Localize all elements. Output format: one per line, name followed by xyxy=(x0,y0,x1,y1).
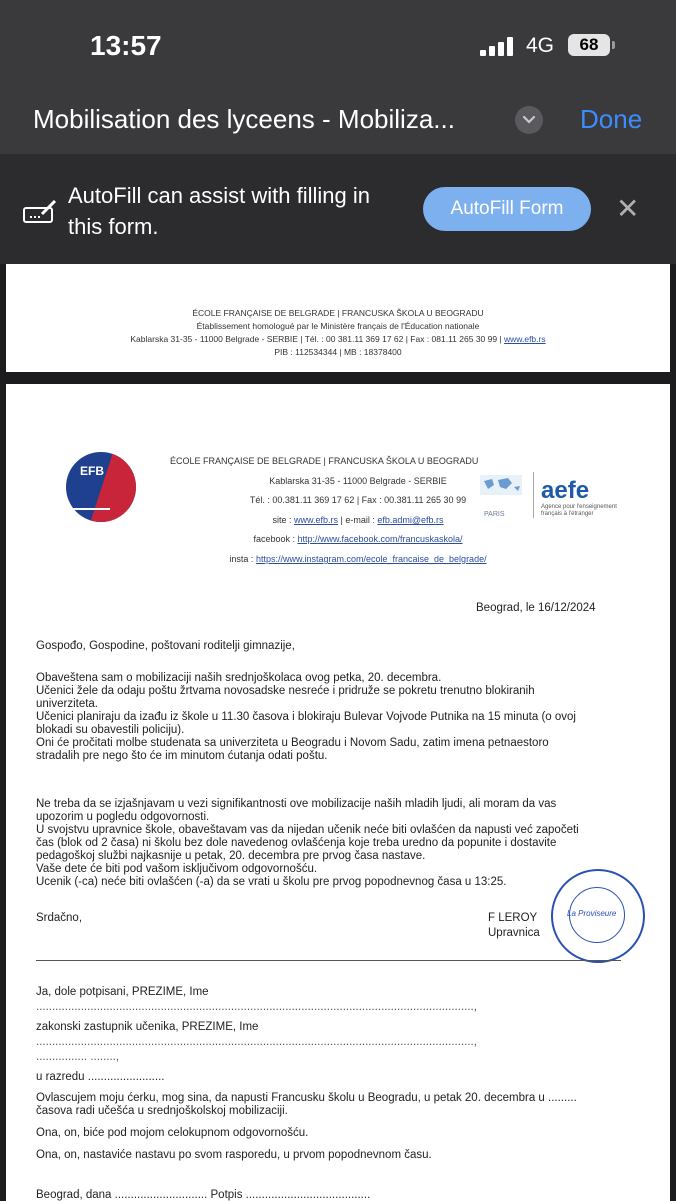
aefe-logo: aefe xyxy=(541,477,590,504)
document-page-1 xyxy=(6,264,670,372)
page1-address-text: Kablarska 31-35 - 11000 Belgrade - SERBIE | Tél. : 00 381.11 369 17 62 | Fax : 081.11 265 30 99 | xyxy=(130,334,502,344)
form-dots-2b[interactable]: ................ ........, xyxy=(36,1051,120,1063)
p1-line-6: Oni će pročitati molbe studenata sa univerziteta u Beogradu i Novom Sadu, zatim imena petnaestoro xyxy=(36,737,549,749)
letter-closing: Srdačno, xyxy=(36,912,83,924)
p1-line-1: Obaveštena sam o mobilizaciji naših srednjoškolaca ovog petka, 20. decembra. xyxy=(36,672,442,684)
document-title-bar xyxy=(0,92,676,154)
autofill-form-button[interactable]: AutoFill Form xyxy=(423,187,591,231)
chevron-down-icon xyxy=(515,106,543,134)
site-link[interactable]: www.efb.rs xyxy=(293,515,338,525)
site-label: site : xyxy=(272,515,292,525)
email-label: | e-mail : xyxy=(340,515,375,525)
form-line-signature[interactable]: Beograd, dana ............................. Potpis ....................................... xyxy=(36,1189,371,1201)
page1-school-line: ÉCOLE FRANÇAISE DE BELGRADE | FRANCUSKA ŠKOLA U BEOGRADU xyxy=(192,308,484,318)
letterhead-phone: Tél. : 00.381.11 369 17 62 | Fax : 00.381.11 265 30 99 xyxy=(249,495,467,505)
form-line-authorize-b: časova radi učešća u srednjoškolskoj mobilizaciji. xyxy=(36,1105,288,1117)
battery-icon: 68 xyxy=(568,34,610,56)
letter-date: Beograd, le 16/12/2024 xyxy=(476,602,596,614)
paris-label: PARIS xyxy=(484,511,505,518)
close-icon[interactable]: ✕ xyxy=(616,193,640,224)
form-line-name: Ja, dole potpisani, PREZIME, Ime xyxy=(36,986,209,998)
logo-divider xyxy=(533,472,534,518)
form-line-schedule: Ona, on, nastaviće nastavu po svom rasporedu, u prvom popodnevnom času. xyxy=(36,1149,432,1161)
network-type: 4G xyxy=(526,34,555,57)
done-button[interactable]: Done xyxy=(580,104,643,134)
facebook-label: facebook : xyxy=(253,534,295,544)
page1-ids-line: PIB : 112534344 | MB : 18378400 xyxy=(274,347,402,357)
document-title[interactable]: Mobilisation des lyceens - Mobiliza... xyxy=(33,104,455,134)
letterhead-facebook-line xyxy=(6,534,670,544)
autofill-message: AutoFill can assist with filling in this form. xyxy=(68,183,371,239)
form-line-responsibility: Ona, on, biće pod mojom celokupnom odgovornošću. xyxy=(36,1127,309,1139)
insta-label: insta : xyxy=(229,554,254,564)
facebook-link[interactable]: http://www.facebook.com/francuskaskola/ xyxy=(297,534,463,544)
stamp-text: La Proviseure xyxy=(567,909,617,918)
signer-title: Upravnica xyxy=(488,927,540,939)
page1-accreditation-line: Établissement homologué par le Ministère français de l'Éducation nationale xyxy=(196,321,480,331)
letterhead-insta-line xyxy=(6,554,670,564)
autofill-banner xyxy=(0,154,676,264)
page1-address-line xyxy=(6,334,670,344)
form-pencil-icon xyxy=(22,200,58,224)
world-map-icon xyxy=(478,469,524,509)
letter-salutation: Gospođo, Gospodine, poštovani roditelji gimnazije, xyxy=(36,640,295,652)
form-dots-2a[interactable]: ........................................................................................................................................., xyxy=(36,1036,477,1048)
form-divider xyxy=(36,960,621,961)
p2-line-5: pedagoškoj službi najkasnije u petak, 20. decembra pre prvog časa nastave. xyxy=(36,850,426,862)
battery-tip xyxy=(612,41,615,49)
form-line-authorize-a: Ovlascujem moju ćerku, mog sina, da napusti Francusku školu u Beogradu, u petak 20. decembra u ......... xyxy=(36,1092,577,1104)
cellular-signal-icon xyxy=(480,36,516,56)
p2-line-1: Ne treba da se izjašnjavam u vezi signifikantnosti ove mobilizacije naših mladih ljudi, ali moram da vas xyxy=(36,798,557,810)
document-page-2 xyxy=(6,384,670,1201)
p2-line-2: upozorim u pogledu odgovornosti. xyxy=(36,811,210,823)
letterhead-address: Kablarska 31-35 - 11000 Belgrade - SERBIE xyxy=(269,476,447,486)
aefe-subtitle: Agence pour l'enseignement français à l'étranger xyxy=(541,504,617,517)
p2-line-3: U svojstvu upravnice škole, obaveštavam vas da nijedan učenik neće biti ovlašćen da napusti već započeti xyxy=(36,824,579,836)
p1-line-2: Učenici žele da odaju poštu žrtvama novosadske nesreće i pridruže se pokretu trenutno blokiranih xyxy=(36,685,535,697)
school-stamp xyxy=(551,869,645,963)
page1-website-link[interactable]: www.efb.rs xyxy=(504,334,546,344)
form-line-class[interactable]: u razredu ........................ xyxy=(36,1071,165,1083)
insta-link[interactable]: https://www.instagram.com/ecole_francaise_de_belgrade/ xyxy=(255,554,487,564)
form-dots-1[interactable]: ........................................................................................................................................., xyxy=(36,1001,477,1013)
p2-line-7: Ucenik (-ca) neće biti ovlašćen (-a) da se vrati u školu pre prvog popodnevnog časa u 13:25. xyxy=(36,876,507,888)
title-menu-button[interactable] xyxy=(515,106,543,134)
form-line-guardian: zakonski zastupnik učenika, PREZIME, Ime xyxy=(36,1021,259,1033)
signer-name: F LEROY xyxy=(488,912,538,924)
p1-line-3: univerziteta. xyxy=(36,698,99,710)
status-time: 13:57 xyxy=(90,30,162,61)
p1-line-5: blokadi su obavestili policiju). xyxy=(36,724,185,736)
p2-line-4: čas (blok od 2 časa) ni školu bez dole navedenog ovlašćenja koje treba uredno da popunite i dostavite xyxy=(36,837,557,849)
p1-line-4: Učenici planiraju da izađu iz škole u 11.30 časova i blokiraju Bulevar Vojvode Putnika na 15 minuta (o ovoj xyxy=(36,711,576,723)
letterhead-school: ÉCOLE FRANÇAISE DE BELGRADE | FRANCUSKA ŠKOLA U BEOGRADU xyxy=(170,456,479,466)
email-link[interactable]: efb.admi@efb.rs xyxy=(377,515,444,525)
logo-text: EFB xyxy=(80,464,104,478)
p2-line-6: Vaše dete će biti pod vašom isključivom odgovornošću. xyxy=(36,863,318,875)
status-bar xyxy=(0,0,676,92)
p1-line-7: stradalih pre nego što će im minutom ćutanja odati poštu. xyxy=(36,750,328,762)
